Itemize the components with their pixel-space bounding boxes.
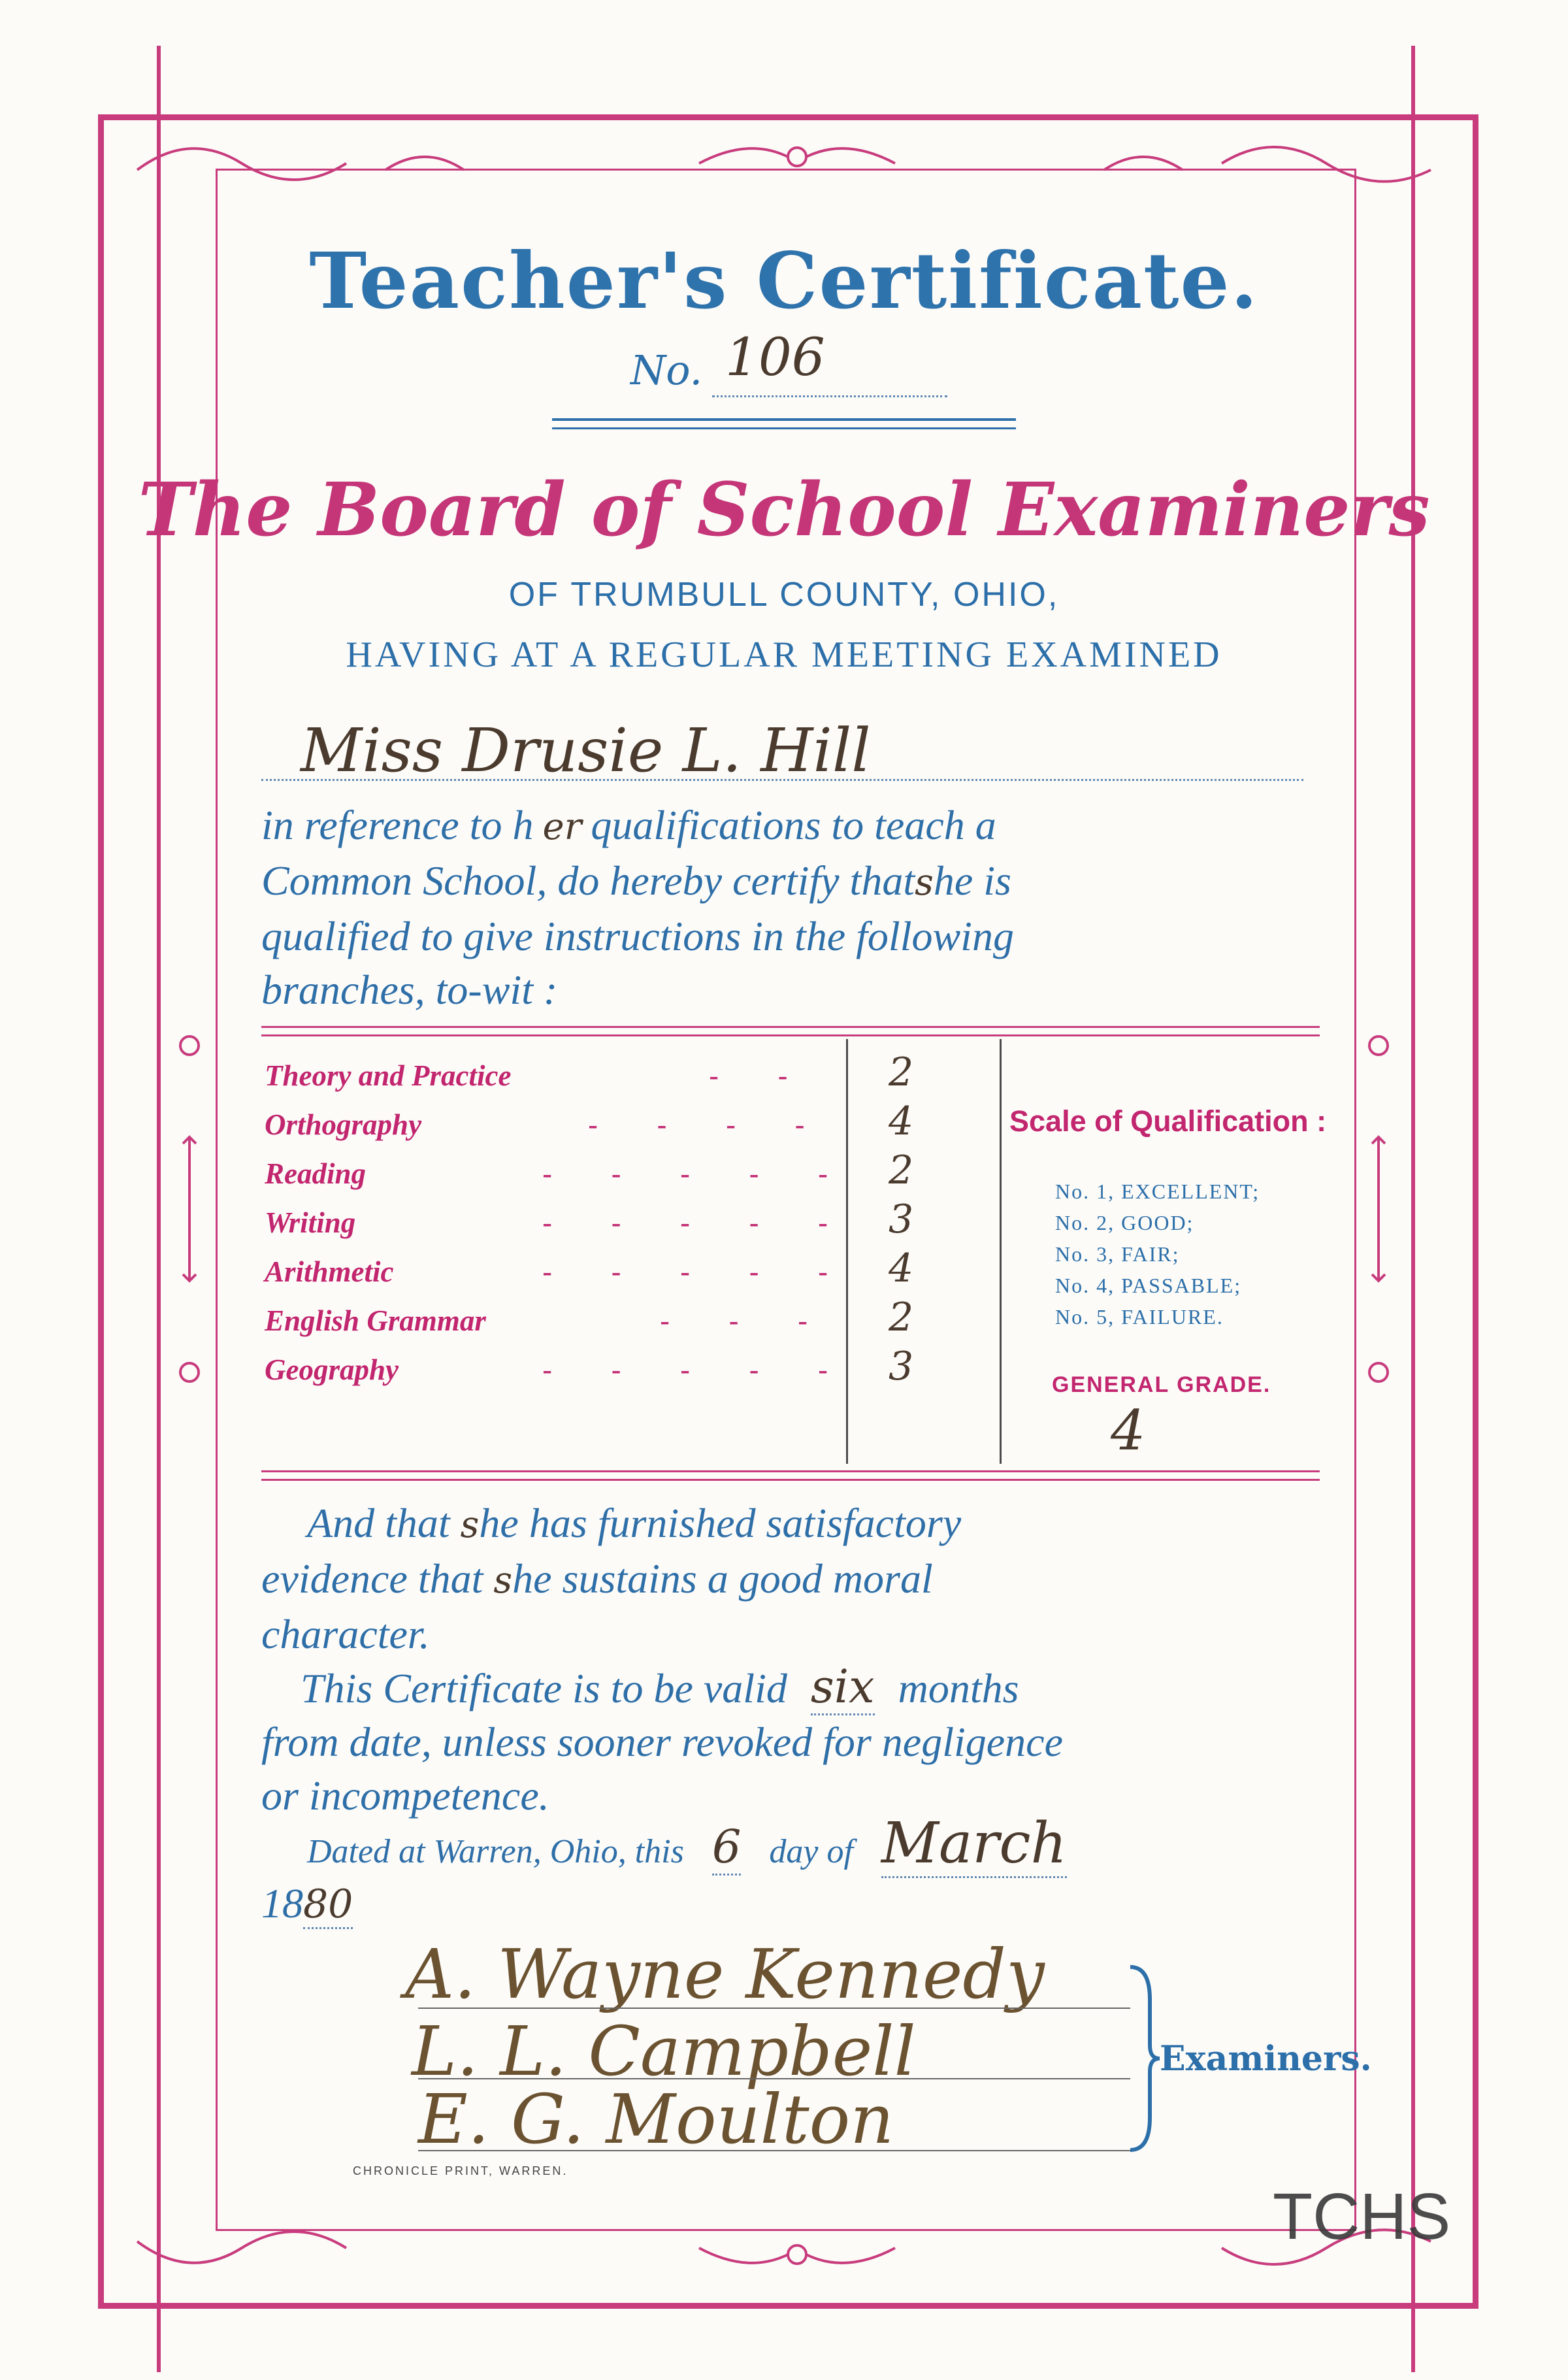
branch-row [265, 1059, 511, 1093]
table-bottom-rule [261, 1470, 1320, 1481]
branch-row [265, 1255, 394, 1289]
signature-rule-1 [418, 2008, 1130, 2009]
branch-dashes: - - - - - [542, 1157, 853, 1191]
branch-dashes: - - - - - [542, 1353, 853, 1387]
dated-prefix: Dated at Warren, Ohio, this [307, 1833, 684, 1870]
branch-row [265, 1206, 355, 1240]
validity-line1 [261, 1660, 1333, 1715]
examiners-brace [1124, 1960, 1163, 2157]
validity-paragraph [261, 1660, 1333, 1823]
dated-line [307, 1811, 1333, 1879]
para2-text-a: And that [307, 1500, 450, 1546]
general-grade-label: GENERAL GRADE. [1052, 1372, 1271, 1397]
printer-credit: CHRONICLE PRINT, WARREN. [353, 2164, 568, 2177]
branch-grade: 2 [889, 1050, 914, 1095]
validity-text-a: This Certificate is to be valid [301, 1665, 787, 1711]
having-line: HAVING AT A REGULAR MEETING EXAMINED [346, 635, 1222, 675]
para1-line3: qualified to give instructions in the following [261, 913, 1014, 959]
branch-subject: English Grammar [265, 1304, 486, 1337]
examiners-label: Examiners. [1160, 2039, 1372, 2079]
name-rule [261, 779, 1303, 781]
scale-item: No. 1, EXCELLENT; [1055, 1180, 1260, 1203]
scale-heading: Scale of Qualification : [1009, 1104, 1327, 1138]
branch-subject: Reading [265, 1157, 367, 1190]
para1-text-d: he is [933, 857, 1011, 904]
branch-subject: Geography [265, 1353, 399, 1386]
branch-row [265, 1304, 486, 1338]
para2-text-d: he sustains a good moral [512, 1555, 933, 1602]
table-top-rule [261, 1026, 1320, 1036]
scale-item: No. 2, GOOD; [1055, 1211, 1194, 1234]
para1-text-b: qualifications to teach a [591, 802, 996, 848]
branch-subject: Writing [265, 1206, 356, 1239]
grade-column-right [1000, 1039, 1002, 1464]
branch-dashes: - - - - - [542, 1206, 853, 1240]
branch-grade: 3 [889, 1344, 914, 1389]
qualification-paragraph [261, 799, 1333, 1017]
board-heading: The Board of School Examiners [138, 467, 1430, 553]
cert-number-value: 106 [725, 327, 825, 388]
right-edge-line [1411, 46, 1415, 2372]
ornament-right [1352, 1006, 1405, 1412]
grade-column-left [846, 1039, 848, 1464]
validity-line3: or incompetence. [261, 1772, 549, 1819]
branch-dashes: - - - [660, 1304, 833, 1338]
left-edge-line [157, 46, 161, 2372]
validity-text-b: months [898, 1665, 1019, 1711]
year-printed: 18 [261, 1880, 303, 1926]
signature-examiner-1: A. Wayne Kennedy [405, 1934, 1045, 2014]
branch-subject: Arithmetic [265, 1255, 394, 1288]
branch-grade: 3 [889, 1197, 914, 1242]
branch-row [265, 1108, 421, 1142]
signature-rule-3 [418, 2150, 1130, 2151]
para2-line3: character. [261, 1611, 430, 1657]
scale-item: No. 5, FAILURE. [1055, 1305, 1224, 1329]
para1-text-a: in reference to h [261, 802, 534, 848]
title-divider [552, 418, 1016, 429]
para2-line2 [261, 1552, 1333, 1608]
branch-grade: 4 [889, 1246, 914, 1291]
branch-dashes: - - - - - [542, 1255, 853, 1289]
branch-dashes: - - - - [588, 1108, 830, 1142]
cert-number-rule [712, 395, 947, 397]
year-line [261, 1877, 353, 1931]
candidate-name: Miss Drusie L. Hill [301, 716, 871, 785]
branch-subject: Theory and Practice [265, 1059, 512, 1092]
year-handwritten: 80 [303, 1881, 353, 1929]
certificate-title: Teacher's Certificate. [309, 235, 1259, 326]
para2-line1 [261, 1496, 1333, 1552]
tchs-watermark: TCHS [1273, 2180, 1451, 2253]
para2-text-c: evidence that [261, 1555, 483, 1602]
day-handwritten: 6 [712, 1820, 742, 1876]
para1-line1 [261, 799, 1333, 854]
months-handwritten: six [811, 1660, 875, 1715]
para1-line4: branches, to-wit : [261, 967, 558, 1013]
she-handwritten-3: s [493, 1559, 513, 1602]
para1-text-c: Common School, do hereby certify that [261, 857, 915, 904]
scale-item: No. 3, FAIR; [1055, 1242, 1180, 1266]
branch-subject: Orthography [265, 1108, 422, 1141]
month-handwritten: March [881, 1811, 1067, 1878]
branch-grade: 4 [889, 1099, 914, 1144]
county-line: OF TRUMBULL COUNTY, OHIO, [508, 576, 1060, 614]
ornament-bottom [111, 2215, 1457, 2287]
branch-dashes: - - [709, 1059, 813, 1093]
scale-item: No. 4, PASSABLE; [1055, 1274, 1242, 1297]
moral-character-paragraph [261, 1496, 1333, 1661]
branch-row [265, 1157, 366, 1191]
she-handwritten-2: s [460, 1504, 480, 1546]
validity-line2: from date, unless sooner revoked for negligence [261, 1719, 1063, 1765]
cert-number-label: No. [630, 346, 703, 394]
branch-row [265, 1353, 399, 1387]
signature-examiner-2: L. L. Campbell [412, 2011, 916, 2091]
para2-text-b: he has furnished satisfactory [479, 1500, 962, 1546]
para1-line2 [261, 854, 1333, 910]
she-handwritten: s [915, 861, 934, 904]
pronoun-handwritten: er [542, 806, 582, 848]
dated-middle: day of [769, 1833, 853, 1870]
signature-examiner-3: E. G. Moulton [418, 2079, 894, 2159]
general-grade-value: 4 [1111, 1398, 1146, 1463]
branch-grade: 2 [889, 1148, 914, 1193]
ornament-top [111, 124, 1457, 196]
branch-grade: 2 [889, 1295, 914, 1340]
ornament-left [163, 1006, 216, 1412]
